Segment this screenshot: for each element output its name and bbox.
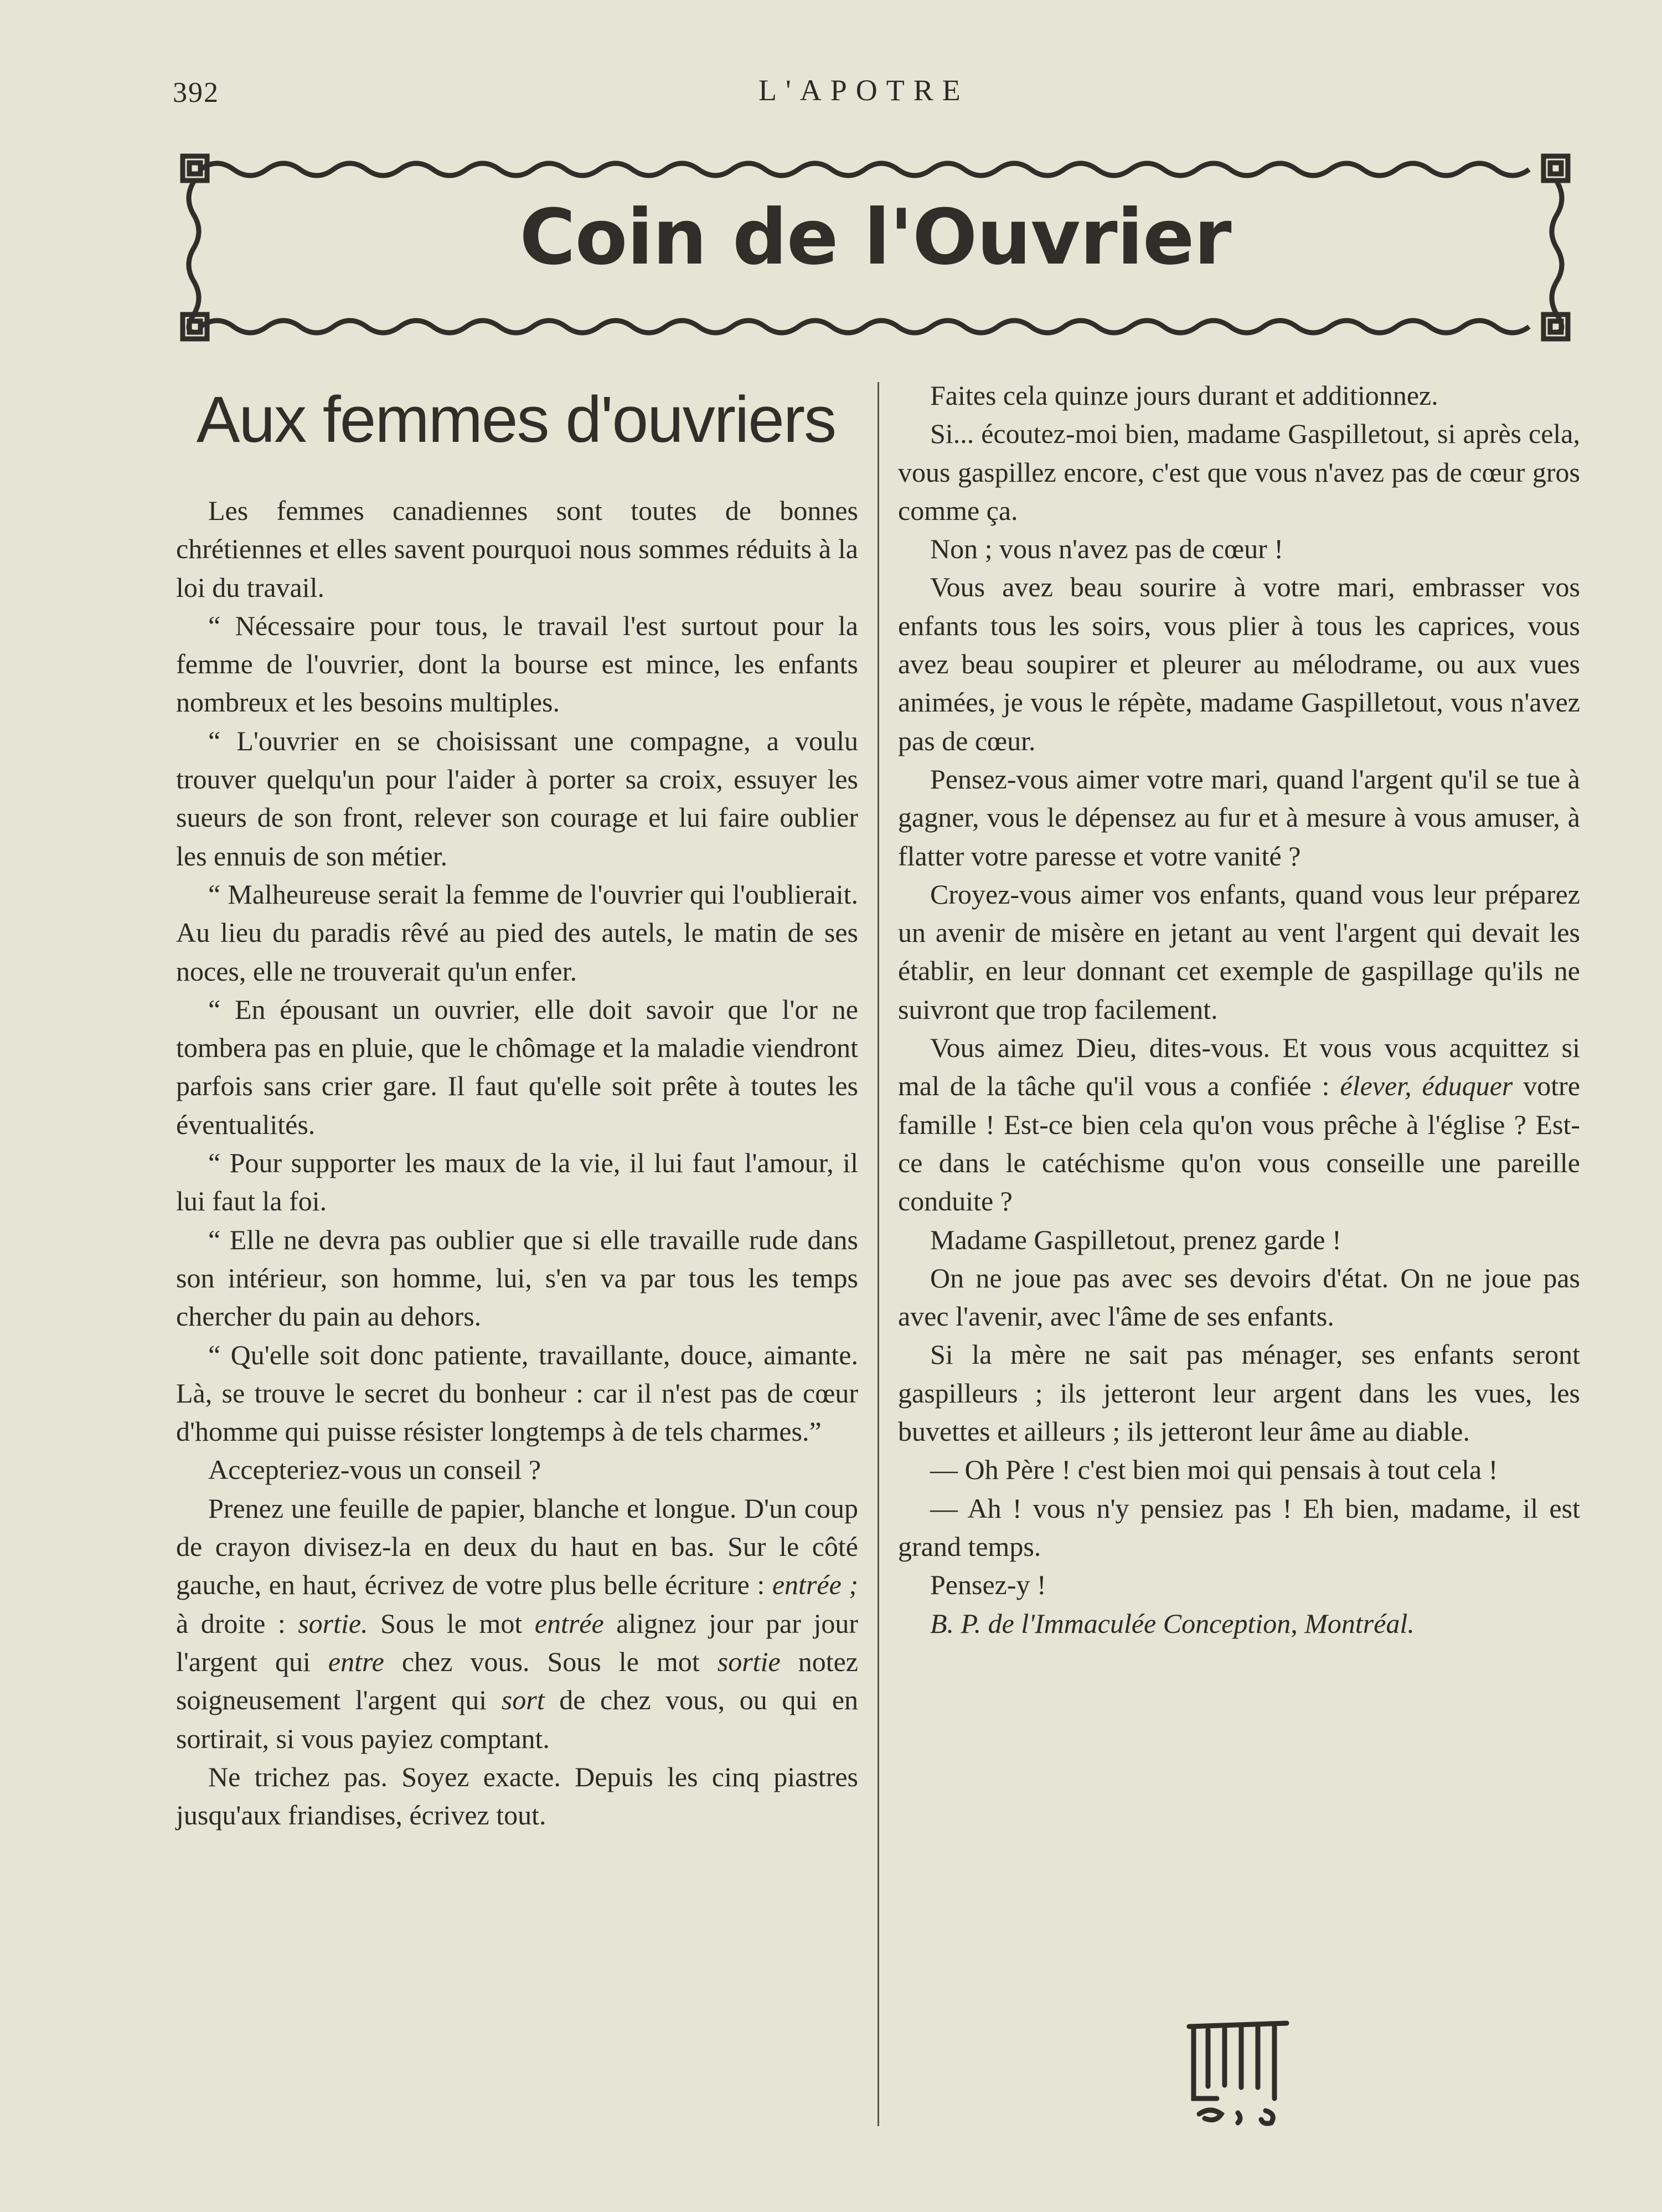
paragraph: Si... écoutez-moi bien, madame Gaspilletout, si après cela, vous gaspillez encore, c'est que vous n'avez pas de cœur gros comme ça.	[898, 418, 1580, 526]
article-signature: B. P. de l'Immaculée Conception, Montréal.	[930, 1607, 1415, 1639]
paragraph: — Oh Père ! c'est bien moi qui pensais à tout cela !	[930, 1454, 1498, 1486]
paragraph: Pensez-y !	[930, 1569, 1046, 1601]
paragraph-advice	[176, 1489, 858, 1758]
text-run: chez vous. Sous le mot	[401, 1646, 700, 1677]
paragraph: — Ah ! vous n'y pensiez pas ! Eh bien, madame, il est grand temps.	[898, 1492, 1580, 1562]
paragraph: Vous avez beau sourire à votre mari, embrasser vos enfants tous les soirs, vous plier à tous les caprices, vous avez beau soupirer et pleurer au mélodrame, ou aux vues animées, je vous le répète, madame Gaspilletout, vous n'avez pas de cœur.	[898, 571, 1580, 756]
text-run: de chez vous, ou qui en sortirait, si vous payiez comptant.	[176, 1684, 859, 1754]
paragraph-duty	[898, 1029, 1580, 1220]
paragraph: “ Nécessaire pour tous, le travail l'est surtout pour la femme de l'ouvrier, dont la bourse est mince, les enfants nombreux et les besoins multiples.	[176, 610, 858, 718]
emphasis: sortie	[717, 1646, 781, 1677]
paragraph: “ Qu'elle soit donc patiente, travaillante, douce, aimante. Là, se trouve le secret du bonheur : car il n'est pas de cœur d'homme qui puisse résister longtemps à de tels charmes.”	[176, 1339, 858, 1447]
paragraph: “ Malheureuse serait la femme de l'ouvrier qui l'oublierait. Au lieu du paradis rêvé au pied des autels, le matin de ses noces, elle ne trouverait qu'un enfer.	[176, 878, 858, 987]
column-rule	[878, 382, 879, 2126]
paragraph: “ En épousant un ouvrier, elle doit savoir que l'or ne tombera pas en pluie, que le chômage et la maladie viendront parfois sans crier gare. Il faut qu'elle soit prête à toutes les éventualités.	[176, 993, 858, 1140]
page-number: 392	[173, 77, 219, 109]
text-run: alignez jour par jour l'argent qui	[176, 1607, 858, 1677]
emphasis: élever, éduquer	[1340, 1070, 1513, 1102]
paragraph: Non ; vous n'avez pas de cœur !	[930, 533, 1283, 565]
paragraph: Pensez-vous aimer votre mari, quand l'argent qu'il se tue à gagner, vous le dépensez au fur et à mesure à vous amuser, à flatter votre paresse et votre vanité ?	[898, 763, 1580, 872]
paragraph: “ Elle ne devra pas oublier que si elle travaille rude dans son intérieur, son homme, lui, s'en va par tous les temps chercher du pain au dehors.	[176, 1224, 858, 1332]
emphasis: entrée ;	[772, 1569, 859, 1601]
running-title: L'APOTRE	[758, 74, 969, 107]
emphasis: entre	[328, 1646, 384, 1677]
paragraph: Madame Gaspilletout, prenez garde !	[930, 1224, 1341, 1255]
article-title: Aux femmes d'ouvriers	[196, 383, 836, 456]
paragraph: Faites cela quinze jours durant et additionnez.	[930, 380, 1438, 411]
article-column-left	[176, 492, 858, 1834]
paragraph: On ne joue pas avec ses devoirs d'état. On ne joue pas avec l'avenir, avec l'âme de ses enfants.	[898, 1262, 1580, 1332]
text-run: votre famille ! Est-ce bien cela qu'on vous prêche à l'église ? Est-ce dans le catéchisme qu'on vous conseille une pareille conduite ?	[898, 1070, 1581, 1217]
printer-ornament-icon	[1177, 2015, 1299, 2132]
text-run: Prenez une feuille de papier, blanche et longue. D'un coup de crayon divisez-la en deux du haut en bas. Sur le côté gauche, en haut, écrivez de votre plus belle écriture :	[176, 1492, 858, 1601]
article-column-right	[898, 377, 1580, 1643]
text-run: à droite :	[176, 1607, 286, 1639]
emphasis: sort	[501, 1684, 545, 1716]
paragraph: Les femmes canadiennes sont toutes de bonnes chrétiennes et elles savent pourquoi nous sommes réduits à la loi du travail.	[176, 495, 858, 603]
paragraph: Ne trichez pas. Soyez exacte. Depuis les cinq piastres jusqu'aux friandises, écrivez tout.	[176, 1761, 858, 1831]
paragraph: Si la mère ne sait pas ménager, ses enfants seront gaspilleurs ; ils jetteront leur argent dans les vues, les buvettes et ailleurs ; ils jetteront leur âme au diable.	[898, 1339, 1580, 1447]
section-title: Coin de l'Ouvrier	[519, 193, 1231, 282]
section-header-frame	[178, 148, 1572, 349]
text-run: notez soigneusement l'argent qui	[176, 1646, 858, 1716]
text-run: Sous le mot	[380, 1607, 523, 1639]
emphasis: sortie.	[298, 1607, 368, 1639]
paragraph: “ L'ouvrier en se choisissant une compagne, a voulu trouver quelqu'un pour l'aider à porter sa croix, essuyer les sueurs de son front, relever son courage et lui faire oublier les ennuis de son métier.	[176, 725, 858, 872]
paragraph: Accepteriez-vous un conseil ?	[208, 1454, 541, 1486]
emphasis: entrée	[534, 1607, 604, 1639]
paragraph: Croyez-vous aimer vos enfants, quand vous leur préparez un avenir de misère en jetant au vent l'argent qui devait les établir, en leur donnant cet exemple de gaspillage qu'ils ne suivront que trop facilement.	[898, 878, 1580, 1025]
text-run: Vous aimez Dieu, dites-vous. Et vous vous acquittez si mal de la tâche qu'il vous a confiée :	[898, 1032, 1580, 1102]
paragraph: “ Pour supporter les maux de la vie, il lui faut l'amour, il lui faut la foi.	[176, 1147, 858, 1217]
